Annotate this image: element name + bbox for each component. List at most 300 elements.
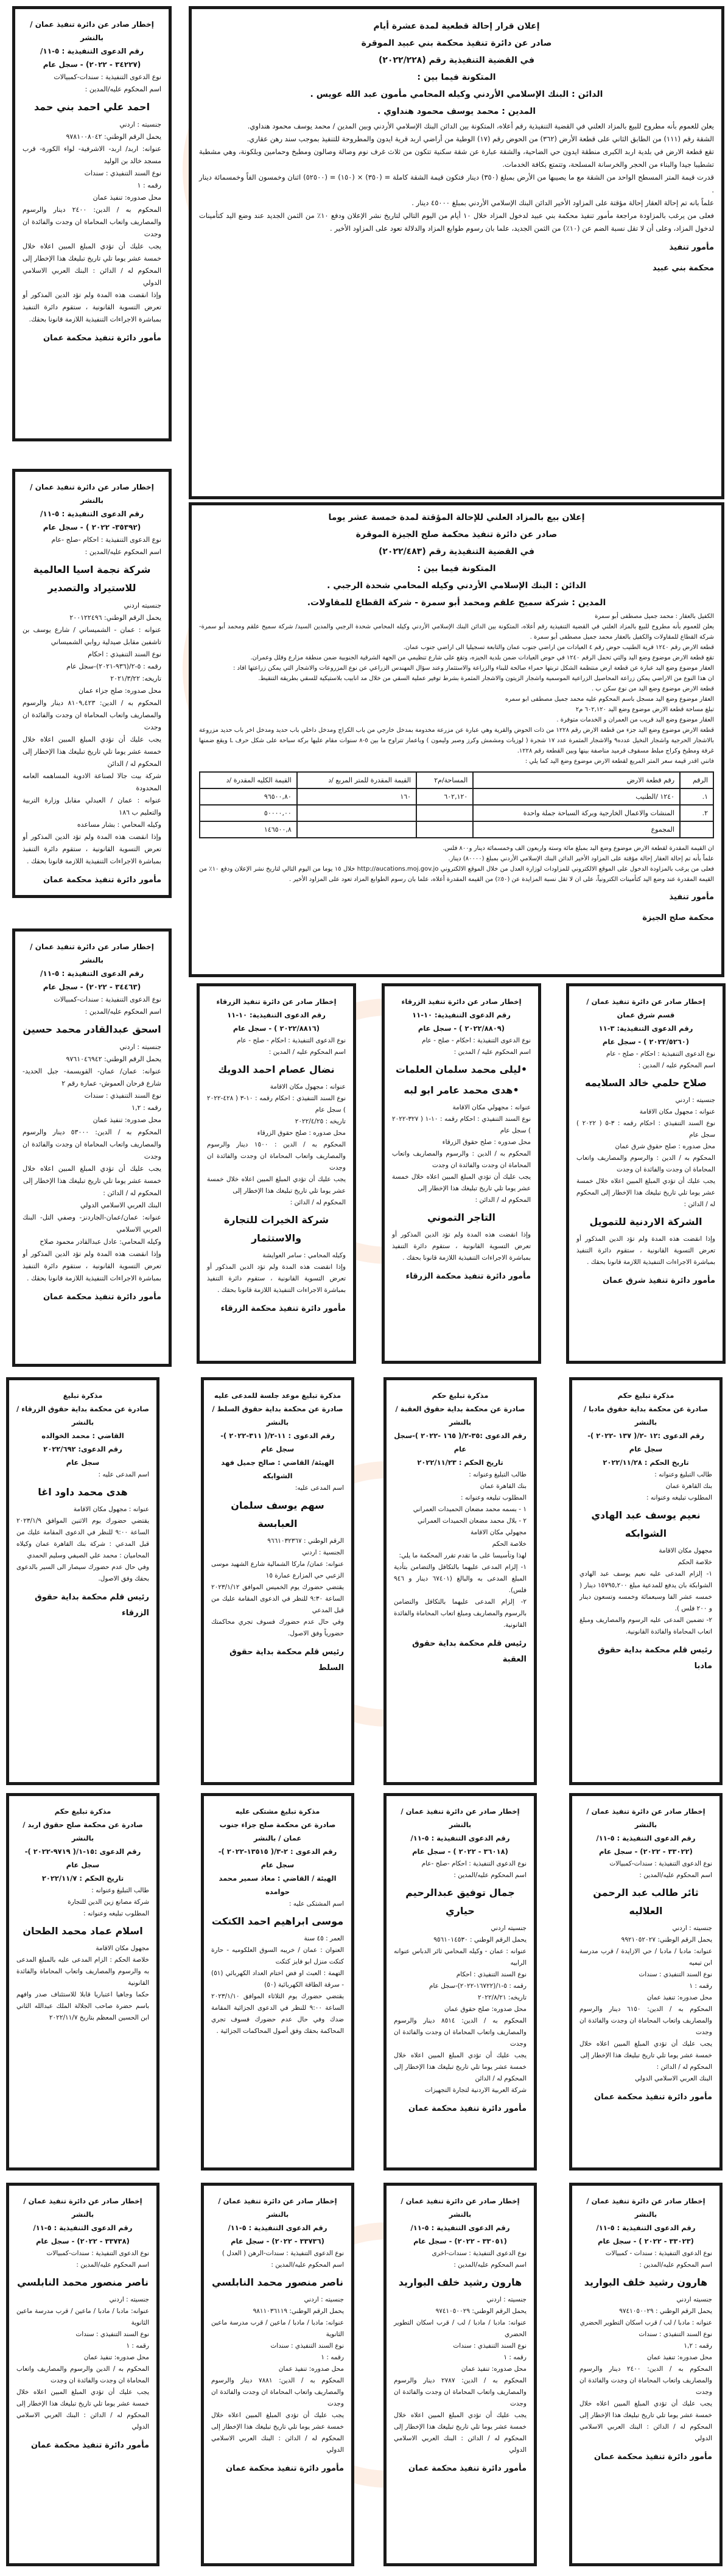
notice-text: اسم المشتكى عليه : [289,1900,344,1907]
court-notice [201,2183,354,2566]
table-cell: المنشات والاعمال الخارجية وبركة السباحة جملة واحدة [473,805,680,821]
notice-text: قطعة الارض موضوع وضع اليد جزء من قطعة الارض رقم ١٢٢٨ من ذات الحوض والقرية وهي عبارة عن مزرعة مخدومة بمدخل خارجي من باب الكراج ومدخل داخلي باب حديد ومدخل اخر باب حديد مزروعة بالاشجار الحرجية واشجار النخيل عدده٩ والاشجار المثمرة عدد ١٧ شجرة ( لوزيات ومشمش وكرز وصبر وليمون ) وباعمار تتراوح ما بين ٥-٨ سنوات مقام عليها بركة سباحة على شكل حرف L ويقع ضمنها غرفة ومطبخ وكراج مبلط مسقوف قرميد مناصفة بينها وبين القطعة رقم ١٢٢٨. [199,727,714,754]
table-cell: ١٤٦٥٠٠,٨ [200,821,297,838]
notice-heading: رقم الدعوى التنفيذية: ١٠-١١ [412,1011,511,1019]
notice-heading: رقم الدعوى التنفيذية : ٥-١١/ [228,2223,327,2232]
notice-text: يجب عليك أن تؤدي المبلغ المبين اعلاه خلال خمسة عشر يوما تلي تاريخ تبليغك هذا الإخطار إلى [207,1176,346,1195]
notice-text: نوع السند التنفيذي : سندات [84,1092,161,1100]
execution-notice [12,469,172,898]
notice-heading: صادرة عن محكمة بداية حقوق مادبا / بالنشر [583,1405,709,1427]
notice-text: المحكوم له / الدائن : [290,1199,346,1206]
notice-heading: مذكرة تبليغ حكم [617,1391,674,1400]
notice-heading: إخطار صادر عن دائرة تنفيذ عمان / بالنشر [586,2197,705,2219]
notice-text: مجهول مكان الاقامة [96,1945,149,1952]
notice-text: وكيله المحامي : بشار مساعده [77,821,161,829]
notice-text: المحكوم به / الدين: ٢٧٨٧ دينار والرسوم والمصاريف واتعاب المحاماة ان وجدت والفائدة ان وجدت [394,2377,527,2407]
notice-text: المحكوم به / الدين : والرسوم والمصاريف واتعاب المحاماة ان وجدت والفائدة ان وجدت [576,1154,715,1173]
notice-heading: رقم الدعوى التنفيذية: ١٠-١١ [227,1011,326,1019]
notice-text: المحكوم له / الدائن : [103,1189,161,1197]
notice-text: جنسيته اردني [676,2296,712,2303]
court-notice [6,1377,159,1785]
notice-heading: (٣٣٧٣٦ - ٢٠٢٢) - سجل عام [231,2237,324,2245]
notice-text: جنسيته : اردني [109,2296,149,2303]
notice-text: خلاصة الحكم [677,1559,712,1566]
notice-text: فعلى من يرغب بالمزاودة الدخول على الموقع الالكتروني للمزاودات لوزارة العدل من خلال الموقع الالكتروني http://aucations.moj.gov.jo خلال ١٥ يوما من اليوم التالي لتاريخ نشر الإعلان ودفع ١٠٪ من القيمة المقدرة عند وضع اليد كتأمينات الكترونياً، على ان لا تقل نسبة المزايدة عن (٥٠٪) من القيمة المقدرة أعلاه، علما بان رسوم الطوابع المزاد تعود على المزاود الأخير . [199,866,714,883]
notice-heading: مذكرة تبليغ حكم [54,1807,111,1816]
notice-text: اسم المحكوم عليه / المدين : [268,1048,346,1056]
notice-signature: مأمور دائرة تنفيذ محكمة عمان [43,876,161,885]
notice-heading: تاريخ الحكم : ٢٠٢٢/١١/٢٣ [417,1458,503,1467]
notice-heading: رقم الدعوى التنفيذية : ٥-١١/ [40,510,144,518]
notice-text: طالب التبليغ وعنوانه : [91,1887,149,1894]
party-name: هدى محمد داود اغا [38,1486,128,1498]
court-notice [383,1377,537,1785]
notice-text: المحكوم به / الدين: ٢٤٠٠ دينار والرسوم والمصاريف واتعاب المحاماة ان وجدت والفائدة ان وجدت [579,2365,712,2396]
notice-heading: رقم الدعوى التنفيذية : ٥-١١/ [33,2223,133,2232]
notice-heading: (٣٣٠٢٢ - ٢٠٢٢) - سجل عام [599,1847,693,1856]
party-name: موسى ابراهيم احمد الكتكت [211,1915,344,1927]
notice-text: فعلى من يرغب بالمزاودة مراجعة مأمور تنفيذ محكمة بني عبيد لدخول المزاد خلال ١٠ أيام من اليوم التالي لتاريخ نشر الإعلان ودفع ١٠٪ من الثمن الجديد عند وضع اليد كتأمينات لدخول المزاد، وعلى أن لا تقل نسبة الضم عن (١٠٪) من الثمن الجديد، علما بان رسوم طوابع المزاد والدلالة تعود على المزاود الأخير . [199,211,714,233]
notice-text: علماً بأنه تم إحالة العقار إحالة مؤقتة على المزاود الأخير الدائن البنك الإسلامي الأردني بمبلغ (٨٠٠٠٠) دينار. [448,855,714,862]
execution-notice [197,983,356,1364]
notice-text: قطعة الارض موضوع وضع اليد من نوع سكن ب . [591,686,714,692]
notice-text: يجب عليك أن تؤدي المبلغ المبين اعلاه خلال خمسة عشر يوما تلي تاريخ تبليغك هذا الإخطار إلى المحكوم له / الدائن [23,735,161,768]
notice-heading: في القضية التنفيذية رقم (٢٠٢٢/٢٢٨) [378,55,535,65]
notice-text: وكيله المحامي: عادل عبدالقادر محمود صلاح [40,1238,161,1246]
notice-text: نوع الدعوى التنفيذية : سندات-كمبيالات [46,2250,149,2257]
notice-text: محل صدوره: تنفيذ عمان [83,2354,149,2361]
notice-text: عنوانه: اربد/ اربد- الاشرفية- لواء الكورة- قرب مسجد خالد بن الوليد [23,145,161,165]
notice-text: اسم المحكوم عليه/المدين : [85,548,161,556]
notice-text: وإذا انقضت هذه المدة ولم تؤد الدين المذكور أو تعرض التسوية القانونية ، ستقوم دائرة التنفيذ بمباشرة الاجراءات التنفيذية اللازمة قانونا بحقك . [23,1250,161,1282]
notice-text: نوع الدعوى التنفيذية : سندات-اخرى [432,2250,527,2257]
notice-text: عنوانه: عمان/ عمان- القويسمة- جبل الحديد- شارع فرحان العموش- عمارة رقم ٢ [23,1067,161,1087]
notice-text: نوع السند التنفيذي : احكام رقمه : ١٠-١ ( ٣٢٧-٢٠٢٢ ) سجل عام [392,1115,531,1134]
notice-text: وإذا انقضت هذه المدة ولم تؤد الدين المذكور أو تعرض التسوية القانونية ، ستقوم دائرة التنفيذ بمباشرة الاجراءات التنفيذية اللازمة قانونا بحقك . [576,1235,715,1266]
party-name: نضال عصام احمد الدويك [218,1064,335,1075]
notice-text: نوع الدعوى التنفيذية : احكام -صلح -عام [51,536,161,544]
notice-text: تاريخه : ٢٠٢٢/٤/٢٥ [295,1118,346,1125]
notice-text: محل صدوره: صلح حقوق عمان [444,2006,527,2013]
notice-text: نوع الدعوى التنفيذية : سندات - كمبيالات [605,2250,712,2257]
party-name: شركة الخيرات للتجارة والاستثمار [223,1214,329,1244]
notice-text: ٢- إلزام المدعى عليهما بالتكافل والتضامن بالرسوم والمصاريف ومبلغ اتعاب المحاماة والفائدة القانونية. [394,1598,527,1629]
notice-text: نوع الدعوى التنفيذية : احكام - صلح - عام [236,1037,346,1044]
notice-text: نوع السند التنفيذي : سندات [453,2342,527,2350]
party-name: ناصر منصور محمد النابلسي [16,2276,149,2288]
party-name: ناصر منصور محمد النابلسي [211,2276,344,2288]
notice-heading: مذكرة تبليغ موعد جلسة للمدعى عليه [214,1391,341,1400]
notice-heading: صادرة عن محكمة بداية حقوق السلط / بالنشر [212,1405,343,1427]
notice-text: يجب عليك أن تؤدي المبلغ المبين اعلاه خلال خمسة عشر يوما تلي تاريخ تبليغك هذا الإخطار إلى المحكوم له / الدائن : البنك العربي الاسلامي الدولي [16,2388,149,2430]
notice-signature: مأمور دائرة تنفيذ محكمة الزرقاء [405,1272,531,1281]
table-header: الرقم [680,772,713,788]
notice-text: شركة العربية الاردنية لتجارة التجهيزات [424,2086,527,2094]
table-cell [680,821,713,838]
notice-heading: رقم الدعوى التنفيذية : ٥-١١/ [40,969,144,978]
notice-heading: تاريخ الحكم : ٢٠٢٢/١١/٢٨ [603,1458,689,1467]
notice-heading: سجل عام [261,1445,295,1453]
table-header: رقم قطعة الارض [473,772,680,788]
notice-signature: مأمور دائرة تنفيذ محكمة عمان [408,2104,527,2113]
table-cell: ٩٦٥٠٠,٨٠ [200,788,297,805]
notice-text: عنوانه: عمان/ ماركا الشمالية شارع الشهيد موسى الزعبي حي المزارع عمارة ١٥ [211,1560,344,1579]
notice-text: عنوانه : مجهولي مكان الاقامة [452,1104,531,1111]
notice-heading: رقم الدعوى :١٥-١/( ٩٧١٩-٢٠٢٢ )- [24,1847,141,1856]
notice-heading: رقم الدعوى التنفيذية : ٥-١١/ [410,1834,510,1842]
notice-text: الشقة رقم (١١١) من الطابق الثاني على قطعة الأرض (٣٦٢) من الحوض رقم (١٧) الوطية من أراضي اربد قرية ايدون والمطروحة للتنفيذ بموجب سند رهن عقاري. [247,135,714,143]
notice-text: تقع قطعة الارض موضوع وضع اليد والتي تحمل الرقم ١٢٤٠ في حوض العيادات ضمن بلدية الجيزه، وتقع على شارع تنظيمي من الجهة الشرقية الجنوبية ضمن منطقة مزارع وفلل وعمران. [250,655,714,661]
notice-text: العنوان : عمان / خريبه السوق العلكوميه - حارة كتكت منزل ابو فايز كتكت [211,1946,344,1965]
notice-text: يعلن للعموم بأنه مطروح للبيع بالمزاد العلني في القضية التنفيذية رقم أعلاه، المتكونة بين الدائن البنك الإسلامي الأردني وبين المدين / محمد يوسف محمود هنداوي. [247,122,714,130]
notice-text: نوع الدعوى التنفيذية : سندات-كمبيالات [54,73,161,81]
notice-text: المحكوم به / الدين: ٥٣٠٠٠ دينار والرسوم والمصاريف واتعاب المحاماة ان وجدت والفائدة ان وجدت [23,1128,161,1160]
notice-text: المطلوب تبليغه وعنوانه : [646,1494,712,1501]
table-cell: ٥٠٠٠٠,٠٠ [200,805,297,821]
party-name: صلاح حلمي خالد السلايمه [585,1077,707,1089]
notice-text: يحمل الرقم الوطني : ٩٧٤١٠٥٠٠٢٩ [619,2308,712,2315]
notice-text: بنك القاهرة عمان [665,1483,712,1490]
notice-text: وإذا انقضت هذه المدة ولم تؤد الدين المذكور أو تعرض التسوية القانونية ، ستقوم دائرة التنفيذ بمباشرة الاجراءات التنفيذية اللازمة قانونا بحقك . [23,833,161,865]
party-name: سهم يوسف سلمان العبابسة [231,1500,324,1529]
notice-text: رقمه : ١ [689,1982,712,1990]
notice-heading: إخطار صادر عن دائرة تنفيذ الزرقاء [216,997,337,1006]
notice-text: المحكوم له / الدائن : [475,1196,531,1204]
notice-heading: رقم الدعوى التنفيذية : ٥-١١/ [596,1834,696,1842]
notice-text: وإذا انقضت هذه المدة ولم تؤد الدين المذكور أو تعرض التسوية القانونية ، ستقوم دائرة التنفيذ بمباشرة الاجراءات التنفيذية اللازمة قانونا بحقك. [23,291,161,323]
notice-text: جنسيته اردني [124,602,161,609]
notice-signature: مأمور دائرة تنفيذ محكمة عمان [408,2464,527,2473]
notice-text: عنوانه: مادبا / مادبا / حي الازايدة / قرب مدرسة ابن تيميه [579,1948,712,1967]
notice-text: جنسيته : اردني [304,2296,344,2303]
notice-heading: إعلان قرار إحالة قطعية لمدة عشرة أيام [373,21,540,31]
notice-heading: في القضية التنفيذية رقم (٢٠٢٢/٤٨٣) [378,547,535,556]
notice-signature: مأمور دائرة تنفيذ محكمة عمان [594,2093,712,2102]
notice-text: اسم المحكوم عليه/المدين : [639,2261,712,2269]
notice-text: اسم المحكوم عليه/المدين : [453,1872,527,1879]
party-name: التاجر التموني [427,1212,496,1223]
notice-text: ١- إلزام المدعى عليهما بالتكافل والتضامن بتأدية المبلغ المدعى به والبالغ (٦٧٤٠١ دينار و ٩٤٦ فلس). [394,1563,527,1594]
notice-text: المحكوم به / الدين: ٨١٠٩,٤٢٣ دينار والرسوم والمصاريف واتعاب المحاماة ان وجدت والفائدة ان وجدت [23,699,161,731]
notice-text: جنسيته اردني [491,1925,527,1932]
notice-signature: محكمة بني عبيد [653,264,714,273]
party-name: اسلام عماد محمد الطحان [23,1925,143,1937]
notice-heading: المدين : محمد يوسف محمود هنداوي . [377,107,536,116]
notice-text: بنك القاهرة عمان [480,1483,527,1490]
notice-text: محل صدوره : صلح حقوق الزرقاء [442,1139,531,1146]
party-name: هارون رشيد خلف البواريد [398,2276,522,2288]
notice-text: المطلوب تبليغه وعنوانه : [461,1494,527,1501]
notice-text: خلاصة الحكم : الزام المدعى عليه بالمبلغ المدعى به والرسوم والمصاريف واتعاب المحاماة والفائدة القانونية [16,1956,149,1987]
court-notice [6,1793,159,2171]
notice-heading: (٣٤٢٢٧ - ٢٠٢٢) - سجل عام [43,60,141,69]
table-cell: ١٢٤٠ /الطنيب [473,788,680,805]
notice-text: رقمه : ١ [137,181,161,189]
notice-signature: محكمة صلح الجيزة [642,913,714,922]
party-name: هارون رشيد خلف البواريد [584,2276,708,2288]
notice-text: المحكوم به / الدين والرسوم والمصاريف واتعاب المحاماة ان وجدت والفائدة ان وجدت [16,2365,149,2384]
notice-text: رقمه : ١ [503,2354,527,2361]
notice-text: عنوانه : مادبا / لب / قرب اسكان التطوير الحضري [579,2319,712,2326]
court-notice [569,2183,723,2566]
notice-heading: إخطار صادر عن دائرة تنفيذ عمان / بالنشر [586,1807,705,1829]
notice-text: خلاصة الحكم [492,1540,527,1548]
notice-text: ١ - بسمه محمد مضعان الحميدات العمراني [413,1506,527,1513]
notice-text: نوع السند التنفيذي : سندات [270,2342,344,2350]
notice-heading: رقم الدعوى :٣٥-٢/( ١٦٥ -٢٠٢٢ )-سجل عام [394,1431,527,1453]
notice-text: قدرت قيمة المتر المسطح الواحد من الشقة مع ما يصيبها من الأرض بمبلغ (٣٥٠) دينار فتكون قيمة الشقة كاملة = (٣٥٠) × (١٥٠) = (٥٢٥٠٠) اثنان وخمسون الفاً وخمسمائة دينار . [199,173,715,194]
table-cell [416,821,473,838]
notice-signature: رئيس قلم محكمة بداية حقوق الزرقاء [35,1593,149,1618]
notice-heading: (٢٠٢٢/٥٢٦٠ ) - سجل عام [602,1037,690,1046]
party-name: نعيم يوسف عبد الهادي الشوابكه [591,1509,701,1539]
notice-text: يقتضي حضورك يوم الثلاثاء الموافق ٢٠٢٣/١/١٠ الساعة ٩:٠٠ للنظر في الدعوى الجزائية المقامة ضدك وفي حال عدم حضورك فسوف تجري المحاكمة بحقك وفق أصول المحاكمات الجزائية . [211,1993,344,2035]
party-name: •هدى محمد عامر ابو لبه [404,1084,519,1096]
notice-text: نوع الدعوى التنفيذية : سندات-كمبيالات [54,995,161,1003]
court-notice [6,2183,159,2566]
notice-heading: (٣٣٠٥١ - ٢٠٢٢) - سجل عام [413,2237,507,2245]
notice-text: اسم المدعى عليه : [98,1471,149,1478]
notice-text: المحكوم به / الدين: ٧٨٨١ دينار والرسوم والمصاريف واتعاب المحاماة ان وجدت والفائدة ان وجدت [211,2377,344,2407]
notice-text: المحكوم به / الدين: ٦١٥٠ دينار والرسوم والمصاريف واتعاب المحاماة ان وجدت والفائدة ان وجدت [579,2006,712,2036]
notice-text: محل صدوره: تنفيذ عمان [461,2365,527,2373]
notice-text: محل صدوره : صلح حقوق الزرقاء [257,1129,346,1137]
table-cell [297,805,416,821]
notice-text: التهمة : العبث او فض اختام العداد الكهربائي (٥١) - سرقة الطاقة الكهربائية (٥٠) [211,1970,344,1988]
notice-text: نوع الدعوى التنفيذية : سندات-الرهن ( العدل ) [222,2250,344,2257]
notice-heading: المتكونة فيما بين : [417,72,496,82]
notice-text: محل صدوره: صلح جزاء عمان [78,687,161,695]
notice-text: يقتضي حضورك يوم الاثنين الموافق ٢٠٢٣/١/٩ الساعة ٩:٠٠ للنظر في الدعوى المقامة عليك من قبل المدعي : شركة بنك القاهرة عمان وكيلاه المحاميان : محمد علي الصيفي وسليم الحمدي [16,1517,149,1559]
notice-heading: مذكرة تبليغ حكم [432,1391,489,1400]
notice-text: المحكوم به / الدين : والرسوم والمصاريف واتعاب المحاماة ان وجدت والفائدة ان وجدت [392,1150,531,1169]
notice-text: اسم المحكوم عليه/المدين : [85,1008,161,1016]
table-cell: المجموع [473,821,680,838]
table-row [200,788,713,805]
notice-text: جنسيته : اردني [119,121,161,128]
notice-text: يجب عليك أن تؤدي المبلغ المبين اعلاه خلال خمسة عشر يوما تلي تاريخ تبليغك هذا الإخطار إلى [392,1173,531,1192]
party-name: شركة نجمة اسيا العالمية للاستيراد والتصدير [33,564,151,594]
notice-heading: إخطار صادر عن دائرة تنفيذ عمان / بالنشر [218,2197,337,2219]
table-row [200,805,713,821]
notice-heading: صادرة عن محكمة صلح حقوق اربد / بالنشر [23,1820,143,1842]
notice-heading: (٣٣٠٢٣ - ٢٠٢٢ ) - سجل عام [598,2237,694,2245]
notice-text: جنسيته : اردني [486,2296,527,2303]
notice-text: شركة بيت جالا لصناعة الادوية المساهمه العامه المحدودة [23,772,161,792]
notice-text: يجب عليك أن تؤدي المبلغ المبين اعلاه خلال خمسة عشر يوما تلي تاريخ تبليغك هذا الإخطار إلى [23,1165,161,1185]
notice-heading: المدين : شركة سميح علقم ومحمد أبو سمرة - شركة القطاع للمقاولات. [307,598,606,608]
notice-text: نوع الدعوى التنفيذية : احكام - صلح - عام [606,1050,715,1058]
notice-heading: رقم الدعوى التنفيذية : ٥-١١/ [410,2223,510,2232]
notice-text: نوع السند التنفيذي : احكام [88,650,161,658]
notice-heading: تاريخ الحكم : ٢٠٢٢/١١/٧ [41,1874,124,1883]
notice-text: نوع الدعوى التنفيذية : احكام -صلح -عام [421,1860,527,1867]
notice-text: يحمل الرقم الوطني: ٩٧٦١٠٤٦٩٤٢ [66,1055,161,1063]
notice-heading: رقم الدعوى : ١١-٢/( ٣١١-٢٠٢٢ )- [220,1431,335,1440]
notice-signature: مأمور دائرة تنفيذ محكمة عمان [226,2464,344,2473]
court-notice [569,1377,723,1785]
notice-heading: الدائن : البنك الإسلامي الأردني وكيله المحامي شحدة الرجبي . [327,581,586,591]
notice-text: يجب عليك أن تؤدي المبلغ المبين اعلاه خلال خمسة عشر يوما تلي تاريخ تبليغك هذا الإخطار إلى المحكوم له / الدائن : [576,1177,715,1208]
court-notice [383,2183,537,2566]
notice-text: عنوانه : مجهول مكان الاقامة [73,1506,149,1513]
notice-heading: رقم الدعوى التنفيذية : ٥-١١/ [596,2223,696,2232]
party-name: احمد علي احمد بني حمد [33,101,150,113]
execution-notice [566,983,726,1364]
notice-signature: رئيس قلم محكمة بداية حقوق السلط [229,1648,344,1672]
notice-signature: مأمور دائرة تنفيذ محكمة الزرقاء [220,1304,346,1313]
notice-text: العمر : ٤٥ سنة [304,1935,344,1942]
notice-text: يحمل الرقم الوطني: ٢٠٠١٢٢٤٩٦ [69,614,161,622]
auction-notice-bani-obaid [189,6,724,499]
notice-text: وفي حال عدم حضورك فسوف تجري محاكمتك حضورياً وفق الاصول. [211,1618,344,1637]
notice-heading: إخطار صادر عن دائرة تنفيذ عمان / [586,997,705,1006]
notice-text: البنك العربي الاسلامي الدولي [80,1201,161,1209]
notice-text: مجهولي مكان الاقامة [470,1529,527,1536]
notice-text: نوع الدعوى التنفيذية : سندات-كمبيالات [609,1860,712,1867]
notice-text: يعلن للعموم بأنه مطروح للبيع بالمزاد العلني في القضية التنفيذية رقم أعلاه، المتكونة بين الدائن البنك الإسلامي الأردني وكيله المحامي شحدة الرجبي والمدين السيد/ شركة سميح علقم ومحمد أبو سمرة- شركة القطاع للمقاولات والكفيل بالعقار محمد جميل مصطفى أبو سمرة . [199,623,714,640]
court-notice [569,1793,723,2171]
table-cell: ٢. [680,805,713,821]
notice-text: فانني اقدر قيمة سعر المتر المربع لقطعة الارض موضوع وضع اليد كما يلي : [525,758,714,765]
notice-signature: مأمور تنفيذ [669,893,714,902]
notice-text: العقار موضوع وضع اليد قريب من العمران و الخدمات متوفرة . [556,717,714,723]
notice-text: محل صدوره : صلح حقوق شرق عمان [615,1143,715,1150]
notice-text: نوع السند التنفيذي : سندات [75,2331,149,2338]
notice-text: عنوانه: عمان/عمان-الجاردنز- وصفي التل- البنك العربي الاسلامي [23,1213,161,1234]
notice-text: يحمل الرقم الوطني: ٩٨١١٠٣٦١١٩ [253,2308,344,2315]
notice-text: ان القيمة المقدرة لقطعة الارض موضوع وضع اليد بمبلغ مائة وستة واربعون الف وخمسمائة دينار و٨٠٠ فلس. [443,845,714,852]
notice-text: رقمه : ١ [126,2342,149,2350]
notice-heading: سجل عام [261,1861,295,1869]
notice-text: محل صدوره: تنفيذ عمان [646,2354,712,2361]
auction-notice-jiza [189,502,724,977]
notice-text: المحكوم له / الدائن : [656,2063,712,2071]
notice-text: حكما وجاهيا اعتباريا قابلا للاستئناف صدر وافهم باسم حضرة صاحب الجلالة الملك عبدالله الثاني ابن الحسين المعظم بتاريخ ٢٠٢٢/١١/٧ [16,1991,149,2021]
notice-text: تاريخه: ٢٠٢١/٣/٢٢ [110,675,161,683]
notice-text: يحمل الرقم الوطني : ٩٥٦١٠١٤٥٣٠ [433,1936,527,1943]
notice-text: عنوانه : مجهول مكان الاقامة [270,1083,346,1090]
notice-heading: الهيئة / القاضي : معاذ سمير محمد حوامده [219,1874,337,1896]
notice-heading: رقم الدعوى التنفيذية: ٣-١١ [598,1024,693,1033]
party-name: الشركة الاردنية للتمويل [589,1216,702,1227]
notice-text: طالب التبليغ وعنوانه : [654,1471,712,1478]
notice-text: عنوانه : عمان - وكيله المحامي ثائر الدباس عنوانه الرابيه [394,1948,527,1967]
notice-text: محل صدوره: تنفيذ عمان [646,1994,712,2001]
notice-text: نوع السند التنفيذي : احكام [456,1971,527,1978]
notice-signature: مأمور دائرة تنفيذ شرق عمان [603,1276,715,1285]
notice-heading: رقم الدعوى التنفيذية : ٥-١١/ [40,47,144,55]
notice-heading: الدائن : البنك الإسلامي الأردني وكيله المحامي مأمون عبد الله عويس . [310,89,603,99]
notice-text: اسم المحكوم عليه / المدين : [453,1048,531,1056]
notice-heading: سجل عام [66,1861,100,1869]
notice-text: اسم المحكوم عليه/المدين : [271,2261,344,2269]
notice-heading: (٣٦٠١٨ - ٢٠٢٢ ) - سجل عام [412,1847,508,1856]
notice-text: عنوانه : مجهول مكان الاقامة [639,1108,715,1115]
notice-text: البنك العربي الاسلامي الدولي [635,2075,712,2082]
land-valuation-table [199,771,714,838]
notice-text: يجب عليك أن تؤدي المبلغ المبين اعلاه خلال خمسة عشر يوما تلي تاريخ تبليغك هذا الإخطار إلى المحكوم له / الدائن : البنك العربي الاسلامي الدولي [23,242,161,287]
notice-heading: (٣٥٣٩٢- ٢٠٢٢ ) - سجل عام [43,523,141,532]
notice-heading: الهيئة/ القاضي : صالح جميل فهد الشوابكه [221,1458,334,1480]
court-notice [383,1793,537,2171]
notice-text: محل صدوره: تنفيذ عمان [93,194,161,202]
execution-notice [12,928,172,1367]
execution-notice [382,983,541,1364]
notice-text: اسم المحكوم عليه/المدين : [85,85,161,93]
party-name: ثائر طالب عبد الرحمن العلاليه [593,1887,699,1917]
notice-text: يقتضي حضورك يوم الخميس الموافق ٢٠٢٣/١/١٢ الساعة ٩:٣٠ للنظر في الدعوى المقامة عليك من قبل المدعي [211,1584,344,1614]
notice-heading: صادرة عن محكمة بداية حقوق العقبة / بالنشر [395,1405,525,1427]
notice-text: نوع الدعوى التنفيذية : احكام - صلح - عام [421,1037,531,1044]
notice-text: عنوانه : عمان / العبدلي مقابل وزارة التربية والتعليم ب ١٨٦ [23,796,161,816]
notice-heading: إخطار صادر عن دائرة تنفيذ الزرقاء [401,997,522,1006]
notice-signature: مأمور تنفيذ [669,243,714,252]
notice-signature: رئيس قلم محكمة بداية حقوق مادبا [598,1646,712,1671]
notice-text: جنسيته : اردني [119,1043,161,1051]
notice-text: ٢- تضمين المدعى عليه الرسوم والمصاريف ومبلغ اتعاب المحاماة والفائدة القانونية. [579,1616,712,1635]
notice-heading: (٣٤٤٦٣ - ٢٠٢٢) - سجل عام [43,983,141,991]
table-row [200,821,713,838]
notice-heading: القاضي : محمد الخوالده [41,1431,124,1440]
notice-text: قطعة الارض رقم ١٢٤٠ قرية الطنيب حوض رقم ٤ العيادات من اراضي جنوب عمان والتابعة تسجيليا الى اراضي جنوب عمان. [403,644,714,651]
table-cell: ١٦٠ [297,788,416,805]
notice-text: رقمه : ٥-١/(١٦٧٢٢-٢٠٢٢)-سجل عام [429,1982,527,1990]
notice-heading: إخطار صادر عن دائرة تنفيذ عمان / بالنشر [30,483,154,505]
notice-heading: إخطار صادر عن دائرة تنفيذ عمان / بالنشر [23,2197,142,2219]
notice-signature: مأمور دائرة تنفيذ محكمة عمان [594,2452,712,2462]
notice-text: جنسيته : اردني [672,1925,712,1932]
notice-text: ٢ - بلال محمد مضعان الحميدات العمراني [417,1517,527,1525]
party-name: جمال توفيق عبدالرحيم حياري [405,1887,515,1917]
notice-text: مجهول مكان الاقامة [659,1547,712,1554]
notice-text: رقمه : ٥-٢/(٩٣٦-٢٠٢١)-سجل عام [66,662,161,670]
table-header: القيمة المقدرة للمتر المربع /د [297,772,416,788]
notice-text: محل صدوره: تنفيذ عمان [278,2365,344,2373]
notice-heading: المتكونة فيما بين : [417,564,496,574]
notice-text: محل صدوره: تنفيذ عمان [93,1116,161,1124]
notice-heading: إخطار صادر عن دائرة تنفيذ عمان / بالنشر [30,942,154,964]
notice-text: يحمل الرقم الوطني: ٩٩٢١٠٥٢٠٢٧ [621,1936,712,1943]
notice-text: الكفيل بالعقار : محمد جميل مصطفى أبو سمرة [595,613,714,620]
notice-text: اسم المحكوم عليه/المدين : [453,2261,527,2269]
notice-text: ١- إلزام المدعى عليه نعيم يوسف عبد الهادي الشوابكة بان يدفع للمدعية مبلغ ١٥٧٩٥,٢٠٠ دينار ( خمسه عشر الفا وسبعمائة وخمسه وتسعون دينار و ٢٠٠ فلس ). [579,1570,712,1612]
execution-notice [12,6,172,441]
notice-text: وإذا انقضت هذه المدة ولم تؤد الدين المذكور أو تعرض التسوية القانونية ، ستقوم دائرة التنفيذ بمباشرة الاجراءات التنفيذية اللازمة قانونا بحقك . [207,1263,346,1294]
notice-heading: إعلان بيع بالمزاد العلني للإحالة المؤقتة لمدة خمسة عشر يوما [328,513,585,522]
table-header: القيمة الكليه المقدرة /د [200,772,297,788]
notice-heading: قسم شرق عمان [617,1011,675,1019]
notice-heading: (٣٣٧٣٨ - ٢٠٢٢) - سجل عام [36,2237,130,2245]
notice-text: عنوانه : عمان - الشميساني / شارع يوسف بن تاشفين مقابل صيدلية روابي الشميساني [23,626,161,646]
notice-text: نوع السند التنفيذي : سندات [84,169,161,177]
notice-heading: مذكرة تبليغ مشتكى عليه [235,1807,320,1816]
notice-heading: صادرة عن محكمة بداية حقوق الزرقاء /بالنشر [16,1405,149,1427]
table-cell [416,805,473,821]
notice-text: تبلغ مساحة قطعة الارض موضوع وضع اليد ٦٠٢,١٢٠ م٢ [575,706,714,713]
notice-signature: رئيس قلم محكمة بداية حقوق العقبة [412,1639,527,1664]
court-notice [201,1377,354,1785]
notice-text: يحمل الرقم الوطني: ٩٧٨١٠٠٨٠٤٢ [66,133,161,141]
notice-text: اسم المحكوم عليه/المدين : [639,1872,712,1879]
notice-text: رقمه : ١,٢ [131,1104,161,1112]
notice-text: عنوانه: مادبا / مادبا / لب / قرب اسكان التطوير الحضري [394,2319,527,2338]
notice-heading: صادر عن دائرة تنفيذ محكمة بني عبيد الموقرة [361,38,552,48]
notice-text: لهذا وتأسيسا على ما تقدم تقرر المحكمة ما يلي: [399,1552,527,1559]
notice-text: نوع السند التنفيذي : احكام رقمه : ١٠-٣ ( ٤٢٨-٢٠٢٢ ) سجل عام [207,1095,346,1114]
notice-text: اسم المحكوم عليه/المدين : [76,2261,149,2269]
notice-text: عنوانه: مادبا / مادبا / ماعين / قرب مدرسة ماعين الثانوية [16,2308,149,2326]
